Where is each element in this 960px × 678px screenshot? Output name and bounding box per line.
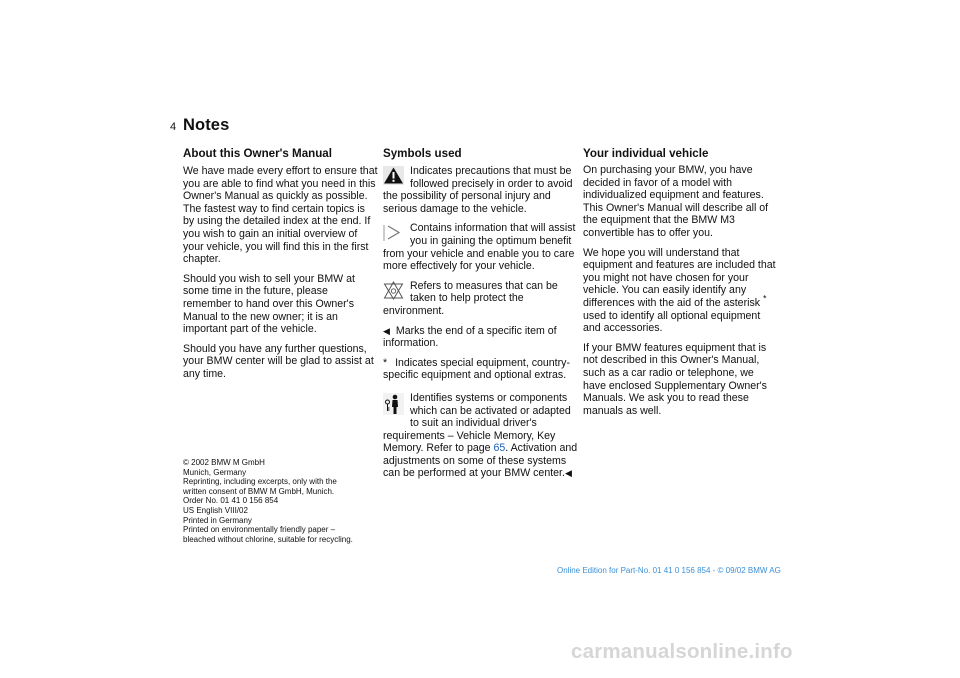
asterisk-icon: *	[383, 356, 388, 369]
symbol-asterisk	[383, 357, 579, 382]
symbol-text: Identifies systems or components which can be activated or adapted to suit an individual driver's requirements – Vehicle Memory, Key Memory. Refer to page	[383, 391, 571, 455]
symbol-text: Marks the end of a specific item of information.	[383, 324, 557, 350]
copyright-line: Order No. 01 41 0 156 854	[183, 496, 279, 506]
column-symbols	[383, 147, 579, 487]
copyright-line: Printed in Germany	[183, 515, 252, 525]
page-reference-link[interactable]: 65	[493, 442, 506, 455]
symbol-text: Indicates precautions that must be followed precisely in order to avoid the possibility of personal injury and serious damage to the vehicle.	[383, 165, 573, 215]
copyright-line: Munich, Germany	[183, 467, 247, 477]
page-title: Notes	[183, 116, 230, 134]
paragraph-text: We hope you will understand that equipment and features are included that you might not have chosen for your vehicle. You can easily identify any differences with the aid of the asterisk	[583, 246, 776, 309]
paragraph: On purchasing your BMW, you have decided in favor of a model with individualized equipment and features. This Owner's Manual will describe all of the equipment that the BMW M3 convertible has to offer you.	[583, 164, 769, 239]
symbol-text: Indicates special equipment, country-specific equipment and optional extras.	[383, 356, 570, 382]
watermark: carmanualsonline.info	[571, 640, 793, 663]
section-heading-vehicle: Your individual vehicle	[583, 147, 709, 160]
copyright-line: bleached without chlorine, suitable for recycling.	[183, 534, 353, 544]
copyright-line: Reprinting, including excerpts, only with the	[183, 477, 337, 487]
paragraph-text: used to identify all optional equipment and accessories.	[583, 309, 761, 335]
copyright-line: Printed on environmentally friendly paper –	[183, 525, 336, 535]
section-heading-symbols: Symbols used	[383, 147, 462, 160]
warning-triangle-icon	[383, 166, 404, 189]
paragraph: Should you wish to sell your BMW at some time in the future, please remember to hand over this Owner's Manual to the new owner; it is an important part of the vehicle.	[183, 272, 355, 336]
symbol-warning	[383, 165, 579, 215]
symbol-text: . Activation and adjustments on some of these systems can be performed at your BMW center.	[383, 442, 578, 480]
symbol-text: Refers to measures that can be taken to help protect the environment.	[383, 279, 558, 317]
section-heading-about: About this Owner's Manual	[183, 147, 332, 160]
end-marker-icon: ◀	[383, 325, 390, 336]
column-individual-vehicle	[583, 147, 779, 424]
person-key-icon	[383, 393, 404, 419]
info-arrow-icon	[383, 223, 404, 246]
copyright-line: US English VIII/02	[183, 505, 248, 515]
end-marker-icon: ◀	[564, 468, 572, 479]
page-number: 4	[170, 121, 177, 133]
paragraph: If your BMW features equipment that is not described in this Owner's Manual, such as a car radio or telephone, we have enclosed Supplementary Owner's Manuals. We ask you to read these manuals as well.	[583, 341, 767, 417]
footer-edition-note: Online Edition for Part-No. 01 41 0 156 854 - © 09/02 BMW AG	[557, 566, 781, 575]
copyright-block	[183, 458, 383, 544]
asterisk-icon: *	[763, 293, 767, 304]
paragraph: Should you have any further questions, your BMW center will be glad to assist at any time.	[183, 342, 374, 380]
environment-icon	[383, 281, 404, 304]
copyright-line: written consent of BMW M GmbH, Munich.	[183, 486, 335, 496]
symbol-end-marker	[383, 325, 579, 350]
paragraph: We have made every effort to ensure that you are able to find what you need in this Owner's Manual as quickly as possible. The fastest way to find certain topics is by using the detailed index at the end. If you wish to gain an initial overview of your vehicle, you will find this in the first chapter.	[183, 165, 378, 266]
symbol-environment	[383, 280, 579, 318]
symbol-memory	[383, 392, 579, 480]
copyright-line: © 2002 BMW M GmbH	[183, 458, 265, 467]
paragraph	[583, 247, 779, 335]
symbol-text: Contains information that will assist you in gaining the optimum benefit from your vehicle and enable you to care more effectively for your vehicle.	[383, 222, 576, 273]
column-about-manual	[183, 147, 379, 388]
symbol-info	[383, 222, 579, 272]
